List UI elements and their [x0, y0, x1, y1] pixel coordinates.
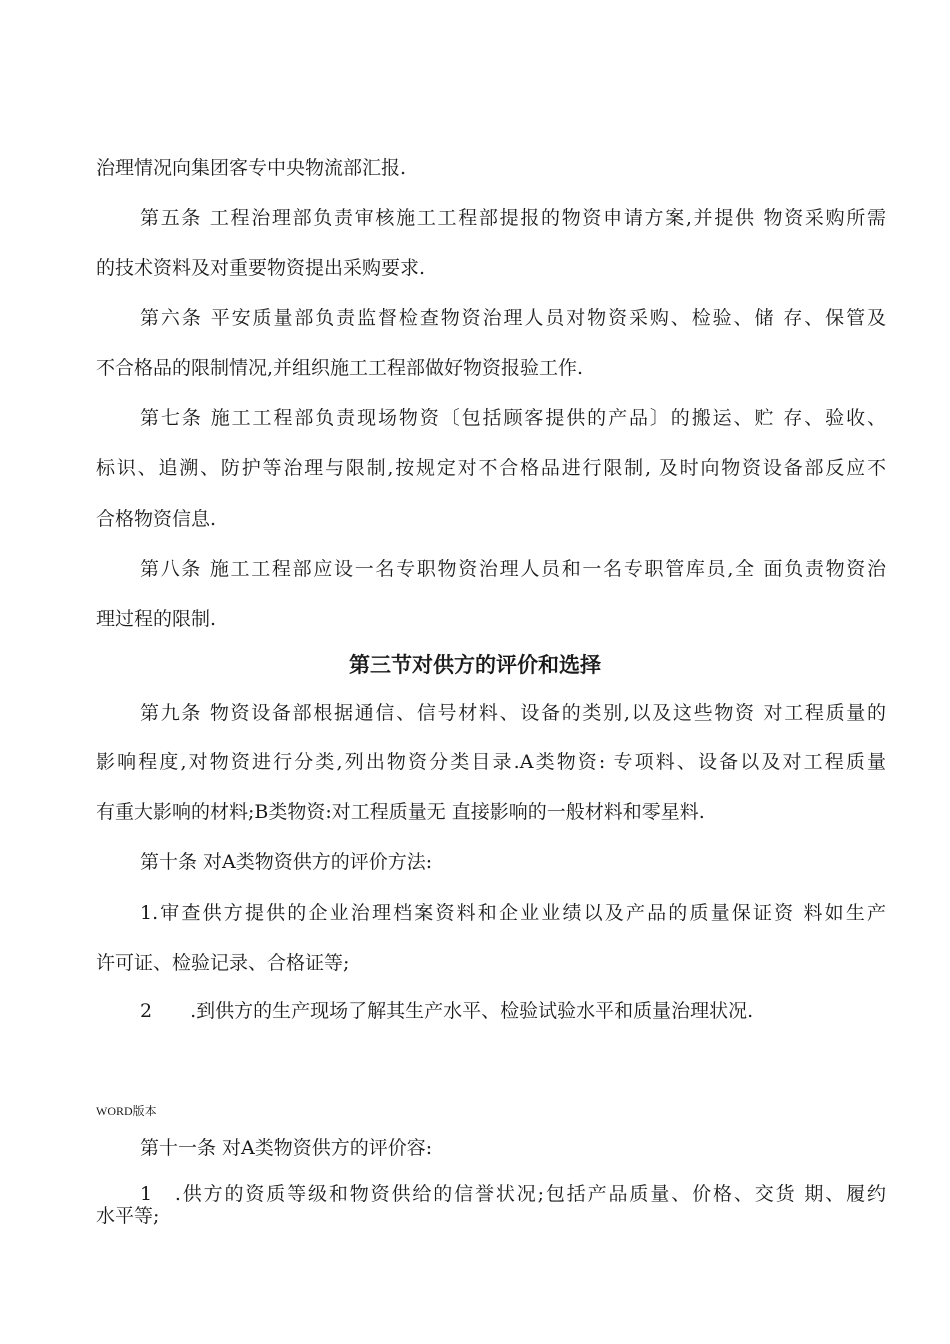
article-10-title: 第十条 对A类物资供方的评价方法:	[140, 851, 433, 873]
article-9-line-3: 有重大影响的材料;B类物资:对工程质量无 直接影响的一般材料和零星料.	[96, 801, 705, 823]
article-6-line-2: 不合格品的限制情况,并组织施工工程部做好物资报验工作.	[96, 357, 584, 379]
article-5-line-2: 的技术资料及对重要物资提出采购要求.	[96, 257, 426, 279]
article-6-line-1: 第六条 平安质量部负责监督检查物资治理人员对物资采购、检验、储 存、保管及	[140, 307, 886, 329]
article-8-line-2: 理过程的限制.	[96, 608, 217, 630]
article-9-line-2: 影响程度,对物资进行分类,列出物资分类目录.A类物资: 专项料、设备以及对工程质量	[96, 751, 886, 773]
article-7-line-3: 合格物资信息.	[96, 508, 217, 530]
article-7-line-2: 标识、追溯、防护等治理与限制,按规定对不合格品进行限制, 及时向物资设备部反应不	[96, 457, 886, 479]
article-11-item-1-line-1: 1 .供方的资质等级和物资供给的信誉状况;包括产品质量、价格、交货 期、履约	[140, 1183, 886, 1205]
article-10-item-2: 2 .到供方的生产现场了解其生产水平、检验试验水平和质量治理状况.	[140, 1000, 754, 1022]
article-11-title: 第十一条 对A类物资供方的评价容:	[140, 1137, 433, 1159]
word-version-label: WORD版本	[96, 1104, 157, 1118]
article-11-item-1-line-2: 水平等;	[96, 1205, 160, 1227]
article-5-line-1: 第五条 工程治理部负责审核施工工程部提报的物资申请方案,并提供 物资采购所需	[140, 207, 886, 229]
article-8-line-1: 第八条 施工工程部应设一名专职物资治理人员和一名专职管库员,全 面负责物资治	[140, 558, 886, 580]
paragraph-line: 治理情况向集团客专中央物流部汇报.	[96, 157, 407, 179]
article-7-line-1: 第七条 施工工程部负责现场物资〔包括顾客提供的产品〕的搬运、贮 存、验收、	[140, 407, 886, 429]
article-9-line-1: 第九条 物资设备部根据通信、信号材料、设备的类别,以及这些物资 对工程质量的	[140, 702, 886, 724]
article-10-item-1-line-1: 1.审查供方提供的企业治理档案资料和企业业绩以及产品的质量保证资 料如生产	[140, 902, 886, 924]
section-heading: 第三节对供方的评价和选择	[349, 653, 601, 677]
article-10-item-1-line-2: 许可证、检验记录、合格证等;	[96, 952, 350, 974]
